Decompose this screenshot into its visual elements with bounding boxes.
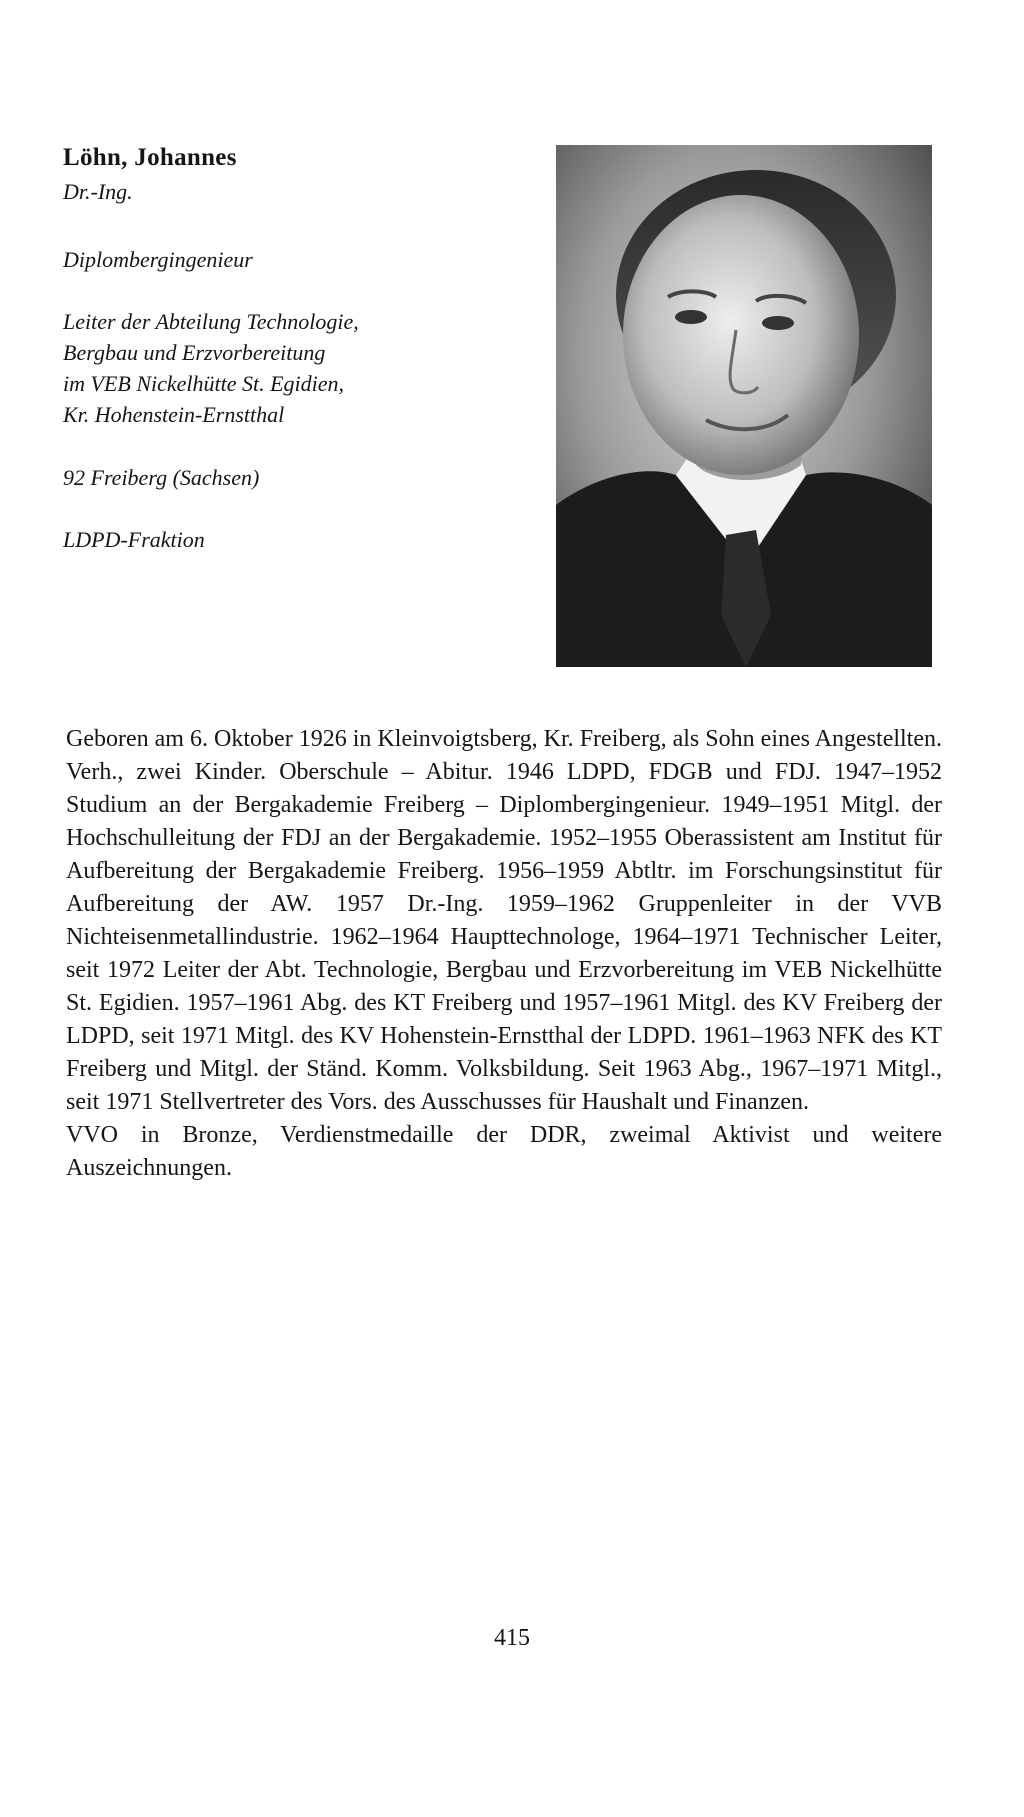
- address: 92 Freiberg (Sachsen): [63, 465, 260, 490]
- awards-paragraph: VVO in Bronze, Verdienstmedaille der DDR, zweimal Aktivist und weitere Auszeichnungen.: [66, 1122, 942, 1181]
- portrait-photo: [556, 145, 932, 667]
- faction: LDPD-Fraktion: [63, 527, 205, 552]
- position-line: Kr. Hohenstein-Ernstthal: [63, 402, 285, 427]
- biography-text: [66, 723, 942, 1185]
- position-block: [63, 306, 523, 430]
- position-line: Bergbau und Erzvorbereitung: [63, 340, 326, 365]
- profession: Diplombergingenieur: [63, 247, 253, 272]
- right-eye: [762, 316, 794, 330]
- position-line: Leiter der Abteilung Technologie,: [63, 309, 359, 334]
- portrait-illustration: [556, 145, 932, 667]
- entry-header: [63, 140, 523, 556]
- academic-title: Dr.-Ing.: [63, 179, 133, 204]
- position-line: im VEB Nickelhütte St. Egidien,: [63, 371, 345, 396]
- biography-paragraph: Geboren am 6. Oktober 1926 in Kleinvoigtsberg, Kr. Freiberg, als Sohn eines Angestellten. Verh., zwei Kinder. Oberschule – Abitur. 1946 LDPD, FDGB und FDJ. 1947–1952 Studium an der Bergakademie Freiberg – Diplombergingenieur. 1949–1951 Mitgl. der Hochschulleitung der FDJ an der Bergakademie. 1952–1955 Oberassistent am Institut für Aufbereitung der Bergakademie Freiberg. 1956–1959 Abtltr. im Forschungsinstitut für Aufbereitung der AW. 1957 Dr.-Ing. 1959–1962 Gruppenleiter in der VVB Nichteisenmetallindustrie. 1962–1964 Haupttechnologe, 1964–1971 Technischer Leiter, seit 1972 Leiter der Abt. Technologie, Bergbau und Erzvorbereitung im VEB Nickelhütte St. Egidien. 1957–1961 Abg. des KT Freiberg und 1957–1961 Mitgl. des KV Freiberg der LDPD, seit 1971 Mitgl. des KV Hohenstein-Ernstthal der LDPD. 1961–1963 NFK des KT Freiberg und Mitgl. der Ständ. Komm. Volksbildung. Seit 1963 Abg., 1967–1971 Mitgl., seit 1971 Stellvertreter des Vors. des Ausschusses für Haushalt und Finanzen.: [66, 726, 942, 1115]
- face-shape: [623, 195, 859, 475]
- left-eye: [675, 310, 707, 324]
- page-number: 415: [494, 1625, 530, 1651]
- person-name: Löhn, Johannes: [63, 144, 237, 171]
